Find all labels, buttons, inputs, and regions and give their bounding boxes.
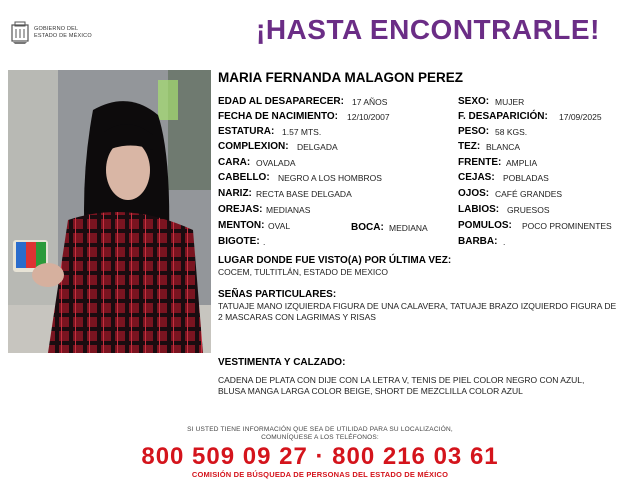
desaparicion-label: F. DESAPARICIÓN: [458,111,548,122]
nariz-value: RECTA BASE DELGADA [256,189,352,199]
orejas-value: MEDIANAS [266,205,311,215]
nacimiento-label: FECHA DE NACIMIENTO: [218,111,338,122]
estatura-value: 1.57 MTS. [282,127,322,137]
peso-value: 58 KGS. [495,127,528,137]
estatura-label: ESTATURA: [218,126,275,137]
contact-notice-line-1: SI USTED TIENE INFORMACIÓN QUE SEA DE UTILIDAD PARA SU LOCALIZACIÓN, [187,426,453,433]
tez-value: BLANCA [486,142,521,152]
pomulos-label: POMULOS: [458,220,512,231]
barba-value: . [503,237,506,247]
logo-line-1: GOBIERNO DEL [34,26,79,32]
vestimenta-label: VESTIMENTA Y CALZADO: [218,357,346,368]
pomulos-value: POCO PROMINENTES [522,221,612,231]
edad-value: 17 AÑOS [352,97,388,107]
logo-text [34,26,92,40]
cabello-value: NEGRO A LOS HOMBROS [278,173,382,183]
desaparicion-value: 17/09/2025 [559,112,602,122]
bigote-label: BIGOTE: [218,236,260,247]
page-title: ¡HASTA ENCONTRARLE! [256,14,600,45]
labios-label: LABIOS: [458,204,500,215]
lugar-value: COCEM, TULTITLÁN, ESTADO DE MEXICO [218,267,389,277]
government-logo [10,20,120,46]
person-photo-icon [8,70,211,353]
phone-numbers: 800 509 09 27 · 800 216 03 61 [141,443,499,470]
boca-value: MEDIANA [389,223,428,233]
cara-value: OVALADA [256,158,296,168]
menton-value: OVAL [268,221,291,231]
sexo-label: SEXO: [458,96,490,107]
peso-label: PESO: [458,126,490,137]
sexo-value: MUJER [495,97,525,107]
barba-label: BARBA: [458,236,498,247]
logo-line-2: ESTADO DE MÉXICO [34,33,92,39]
cara-label: CARA: [218,157,251,168]
lugar-label: LUGAR DONDE FUE VISTO(A) POR ÚLTIMA VEZ: [218,255,452,266]
nariz-label: NARIZ: [218,188,252,199]
coat-of-arms-icon [10,21,30,45]
contact-notice-line-2: COMUNÍQUESE A LOS TELÉFONOS: [261,434,379,441]
senas-label: SEÑAS PARTICULARES: [218,289,337,300]
nacimiento-value: 12/10/2007 [347,112,390,122]
cabello-label: CABELLO: [218,172,270,183]
bigote-value: . [263,237,266,247]
boca-label: BOCA: [351,222,384,233]
cejas-label: CEJAS: [458,172,495,183]
commission-footer: COMISIÓN DE BÚSQUEDA DE PERSONAS DEL ESTADO DE MÉXICO [191,470,449,479]
complexion-label: COMPLEXION: [218,141,289,152]
ojos-label: OJOS: [458,188,490,199]
senas-value: TATUAJE MANO IZQUIERDA FIGURA DE UNA CALAVERA, TATUAJE BRAZO IZQUIERDO FIGURA DE 2 MASCARAS CON LAGRIMAS Y RISAS [218,301,617,322]
ojos-value: CAFÉ GRANDES [495,189,563,199]
complexion-value: DELGADA [297,142,338,152]
labios-value: GRUESOS [507,205,550,215]
person-photo [8,70,211,353]
frente-value: AMPLIA [506,158,538,168]
tez-label: TEZ: [458,141,481,152]
edad-label: EDAD AL DESAPARECER: [218,96,344,107]
frente-label: FRENTE: [458,157,502,168]
person-name: MARIA FERNANDA MALAGON PEREZ [218,70,463,85]
menton-label: MENTON: [218,220,265,231]
cejas-value: POBLADAS [503,173,549,183]
vestimenta-value: CADENA DE PLATA CON DIJE CON LA LETRA V, TENIS DE PIEL COLOR NEGRO CON AZUL, BLUSA MANGA LARGA COLOR BEIGE, SHORT DE MEZCLILLA COLOR AZUL [218,375,585,396]
orejas-label: OREJAS: [218,204,263,215]
